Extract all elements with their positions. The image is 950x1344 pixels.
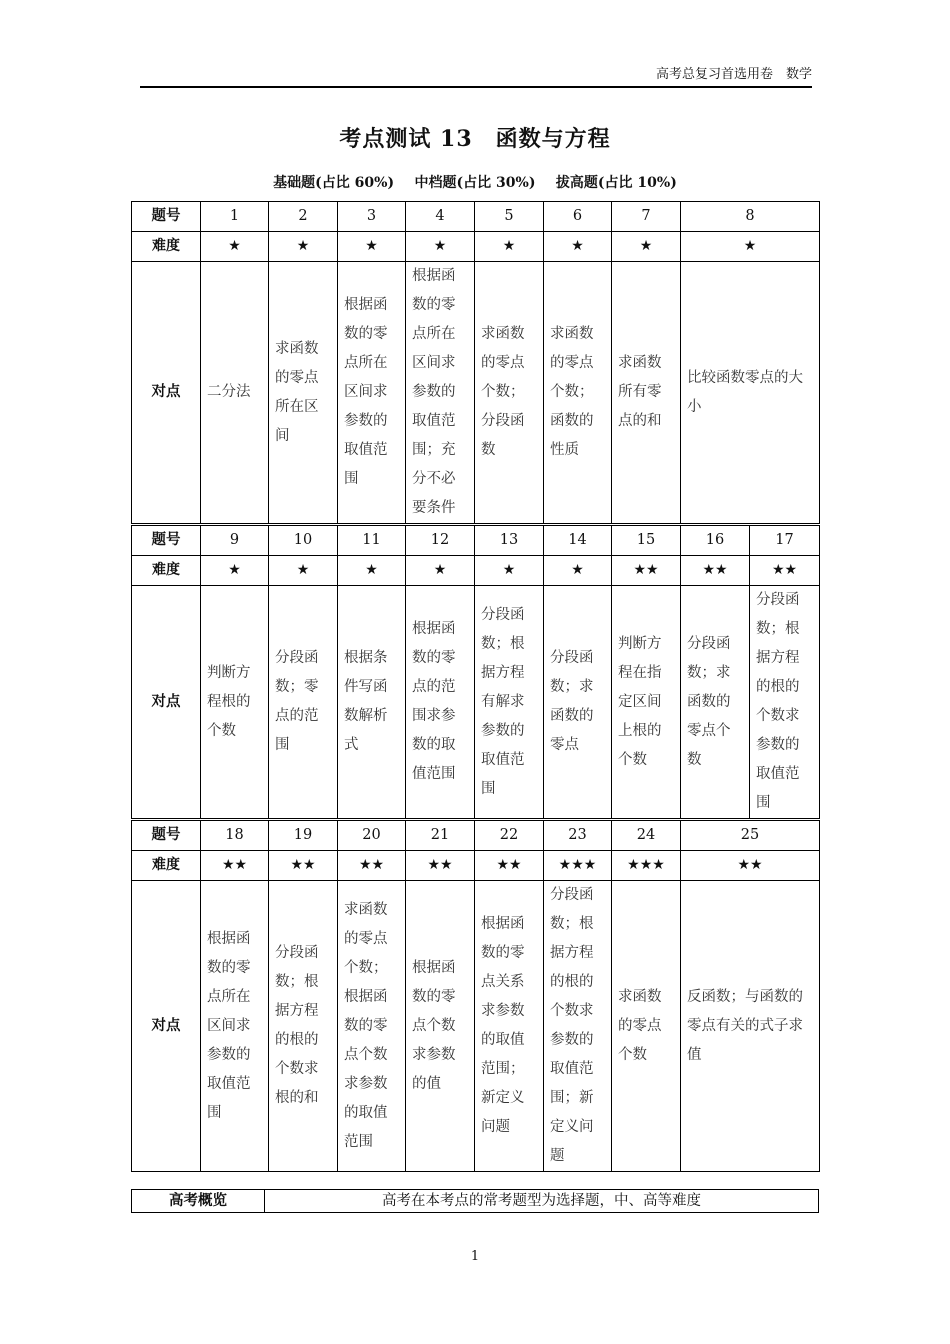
ratio-medium: 中档题(占比 30%) — [414, 175, 536, 191]
label-number: 题号 — [132, 202, 201, 232]
running-header: 高考总复习首选用卷 数学 — [140, 64, 812, 88]
overview-label: 高考概览 — [132, 1190, 265, 1213]
q-number: 3 — [338, 202, 406, 232]
point-text: 分段函数；求函数的零点个数 — [681, 586, 750, 820]
point-text: 求函数的零点个数；函数的性质 — [544, 262, 612, 525]
label-difficulty: 难度 — [132, 232, 201, 262]
page-number: 1 — [470, 1249, 480, 1264]
q-number: 23 — [544, 820, 612, 851]
q-number: 14 — [544, 525, 612, 556]
q-number: 18 — [201, 820, 269, 851]
point-text: 反函数；与函数的零点有关的式子求值 — [681, 881, 820, 1172]
q-number: 13 — [475, 525, 544, 556]
difficulty-stars: ★★ — [201, 851, 269, 881]
page-title: 考点测试 13 函数与方程 — [339, 126, 611, 152]
difficulty-stars: ★★ — [681, 556, 750, 586]
difficulty-stars: ★ — [544, 232, 612, 262]
point-text: 根据函数的零点的范围求参数的取值范围 — [406, 586, 475, 820]
difficulty-stars: ★★ — [269, 851, 338, 881]
difficulty-stars: ★ — [338, 556, 406, 586]
point-text: 求函数的零点个数 — [612, 881, 681, 1172]
points-row — [132, 881, 820, 1172]
exam-overview-table — [131, 1189, 819, 1213]
point-text: 判断方程根的个数 — [201, 586, 269, 820]
point-text: 根据函数的零点关系求参数的取值范围；新定义问题 — [475, 881, 544, 1172]
label-number: 题号 — [132, 820, 201, 851]
q-number: 7 — [612, 202, 681, 232]
difficulty-stars: ★★ — [475, 851, 544, 881]
difficulty-stars: ★ — [681, 232, 820, 262]
points-row — [132, 586, 820, 820]
q-number: 17 — [750, 525, 820, 556]
question-table — [131, 201, 820, 1172]
label-points: 对点 — [132, 262, 201, 525]
difficulty-stars: ★ — [269, 232, 338, 262]
difficulty-stars: ★ — [269, 556, 338, 586]
point-text: 分段函数；求函数的零点 — [544, 586, 612, 820]
difficulty-row — [132, 851, 820, 881]
difficulty-stars: ★★★ — [612, 851, 681, 881]
point-text: 求函数所有零点的和 — [612, 262, 681, 525]
q-number: 5 — [475, 202, 544, 232]
point-text: 根据条件写函数解析式 — [338, 586, 406, 820]
point-text: 求函数的零点个数；分段函数 — [475, 262, 544, 525]
q-number: 9 — [201, 525, 269, 556]
difficulty-stars: ★★ — [681, 851, 820, 881]
q-number: 15 — [612, 525, 681, 556]
point-text: 分段函数；根据方程有解求参数的取值范围 — [475, 586, 544, 820]
difficulty-stars: ★ — [338, 232, 406, 262]
difficulty-stars: ★ — [201, 232, 269, 262]
q-number: 12 — [406, 525, 475, 556]
q-number: 6 — [544, 202, 612, 232]
point-text: 分段函数；根据方程的根的个数求参数的取值范围；新定义问题 — [544, 881, 612, 1172]
point-text: 分段函数；根据方程的根的个数求根的和 — [269, 881, 338, 1172]
difficulty-stars: ★★ — [612, 556, 681, 586]
label-points: 对点 — [132, 586, 201, 820]
point-text: 根据函数的零点所在区间求参数的取值范围；充分不必要条件 — [406, 262, 475, 525]
point-text: 求函数的零点个数；根据函数的零点个数求参数的取值范围 — [338, 881, 406, 1172]
difficulty-stars: ★★★ — [544, 851, 612, 881]
difficulty-stars: ★ — [475, 232, 544, 262]
point-text: 根据函数的零点所在区间求参数的取值范围 — [201, 881, 269, 1172]
difficulty-row — [132, 232, 820, 262]
point-text: 根据函数的零点个数求参数的值 — [406, 881, 475, 1172]
q-number: 11 — [338, 525, 406, 556]
point-text: 二分法 — [201, 262, 269, 525]
q-number: 8 — [681, 202, 820, 232]
q-number: 24 — [612, 820, 681, 851]
point-text: 判断方程在指定区间上根的个数 — [612, 586, 681, 820]
q-number: 25 — [681, 820, 820, 851]
difficulty-stars: ★★ — [338, 851, 406, 881]
difficulty-stars: ★ — [201, 556, 269, 586]
point-text: 求函数的零点所在区间 — [269, 262, 338, 525]
ratio-hard: 拔高题(占比 10%) — [555, 175, 677, 191]
label-difficulty: 难度 — [132, 556, 201, 586]
number-row — [132, 202, 820, 232]
label-difficulty: 难度 — [132, 851, 201, 881]
point-text: 分段函数；根据方程的根的个数求参数的取值范围 — [750, 586, 820, 820]
q-number: 1 — [201, 202, 269, 232]
label-number: 题号 — [132, 525, 201, 556]
q-number: 21 — [406, 820, 475, 851]
point-text: 比较函数零点的大小 — [681, 262, 820, 525]
point-text: 分段函数；零点的范围 — [269, 586, 338, 820]
q-number: 16 — [681, 525, 750, 556]
difficulty-stars: ★★ — [406, 851, 475, 881]
ratio-basic: 基础题(占比 60%) — [273, 175, 395, 191]
difficulty-stars: ★ — [544, 556, 612, 586]
difficulty-stars: ★ — [475, 556, 544, 586]
number-row — [132, 525, 820, 556]
q-number: 2 — [269, 202, 338, 232]
label-points: 对点 — [132, 881, 201, 1172]
difficulty-stars: ★ — [612, 232, 681, 262]
difficulty-stars: ★ — [406, 556, 475, 586]
q-number: 10 — [269, 525, 338, 556]
difficulty-stars: ★ — [406, 232, 475, 262]
overview-text: 高考在本考点的常考题型为选择题，中、高等难度 — [265, 1190, 819, 1213]
q-number: 22 — [475, 820, 544, 851]
q-number: 19 — [269, 820, 338, 851]
number-row — [132, 820, 820, 851]
q-number: 20 — [338, 820, 406, 851]
difficulty-ratios — [0, 172, 950, 192]
difficulty-row — [132, 556, 820, 586]
point-text: 根据函数的零点所在区间求参数的取值范围 — [338, 262, 406, 525]
points-row — [132, 262, 820, 525]
difficulty-stars: ★★ — [750, 556, 820, 586]
q-number: 4 — [406, 202, 475, 232]
